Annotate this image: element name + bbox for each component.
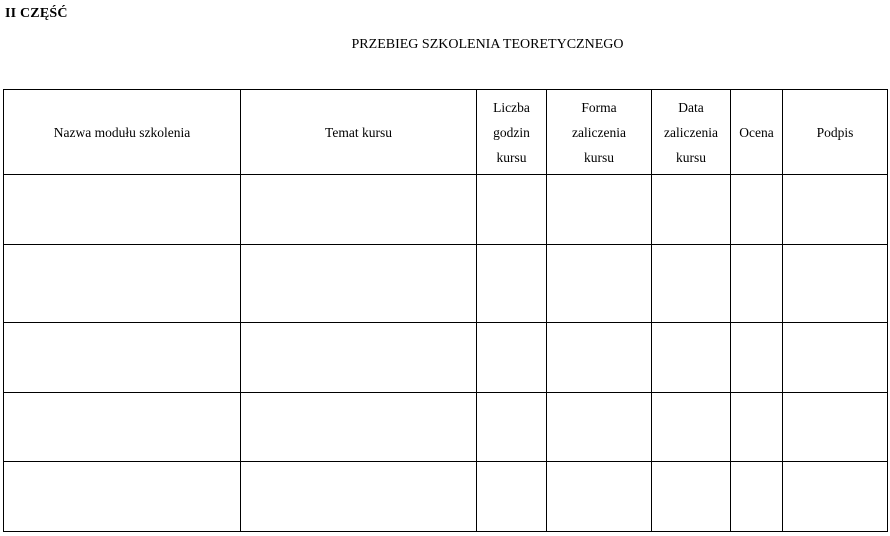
cell-signature[interactable] — [783, 245, 888, 323]
cell-completion-form[interactable] — [547, 462, 652, 532]
cell-course-topic[interactable] — [241, 323, 477, 393]
cell-grade[interactable] — [731, 175, 783, 245]
cell-signature[interactable] — [783, 393, 888, 462]
column-header-completion-form — [547, 90, 652, 175]
cell-completion-date[interactable] — [652, 462, 731, 532]
cell-course-hours[interactable] — [477, 175, 547, 245]
header-line: zaliczenia — [572, 124, 626, 140]
cell-completion-form[interactable] — [547, 323, 652, 393]
header-line: kursu — [676, 149, 706, 165]
cell-completion-form[interactable] — [547, 175, 652, 245]
cell-course-hours[interactable] — [477, 323, 547, 393]
cell-module-name[interactable] — [4, 393, 241, 462]
header-line: zaliczenia — [664, 124, 718, 140]
table-row — [4, 245, 888, 323]
column-header-course-topic — [241, 90, 477, 175]
cell-course-topic[interactable] — [241, 245, 477, 323]
column-header-module-name — [4, 90, 241, 175]
header-line: Temat kursu — [325, 124, 392, 140]
cell-signature[interactable] — [783, 462, 888, 532]
cell-module-name[interactable] — [4, 462, 241, 532]
cell-completion-date[interactable] — [652, 393, 731, 462]
cell-module-name[interactable] — [4, 175, 241, 245]
table-row — [4, 175, 888, 245]
cell-signature[interactable] — [783, 323, 888, 393]
table-row — [4, 462, 888, 532]
training-table — [3, 89, 888, 532]
header-line: Forma — [581, 99, 617, 115]
column-header-grade — [731, 90, 783, 175]
cell-grade[interactable] — [731, 323, 783, 393]
cell-course-topic[interactable] — [241, 393, 477, 462]
cell-signature[interactable] — [783, 175, 888, 245]
table-row — [4, 393, 888, 462]
cell-course-hours[interactable] — [477, 462, 547, 532]
cell-grade[interactable] — [731, 462, 783, 532]
cell-completion-date[interactable] — [652, 245, 731, 323]
header-line: Ocena — [739, 124, 774, 140]
header-line: kursu — [584, 149, 614, 165]
column-header-signature — [783, 90, 888, 175]
cell-completion-date[interactable] — [652, 175, 731, 245]
part-label: II CZĘŚĆ — [5, 6, 68, 21]
cell-grade[interactable] — [731, 245, 783, 323]
cell-course-topic[interactable] — [241, 462, 477, 532]
header-line: Liczba — [493, 99, 530, 115]
cell-completion-form[interactable] — [547, 393, 652, 462]
header-line: godzin — [493, 124, 530, 140]
document-title: PRZEBIEG SZKOLENIA TEORETYCZNEGO — [351, 37, 624, 52]
cell-course-topic[interactable] — [241, 175, 477, 245]
cell-course-hours[interactable] — [477, 393, 547, 462]
column-header-completion-date — [652, 90, 731, 175]
training-table-container — [3, 89, 888, 532]
cell-module-name[interactable] — [4, 245, 241, 323]
cell-module-name[interactable] — [4, 323, 241, 393]
column-header-course-hours — [477, 90, 547, 175]
header-line: Podpis — [816, 124, 854, 140]
table-row — [4, 323, 888, 393]
cell-completion-date[interactable] — [652, 323, 731, 393]
cell-grade[interactable] — [731, 393, 783, 462]
cell-completion-form[interactable] — [547, 245, 652, 323]
cell-course-hours[interactable] — [477, 245, 547, 323]
header-line: kursu — [496, 149, 527, 165]
header-line: Nazwa modułu szkolenia — [53, 124, 191, 140]
header-row — [4, 90, 888, 175]
header-line: Data — [678, 99, 704, 115]
